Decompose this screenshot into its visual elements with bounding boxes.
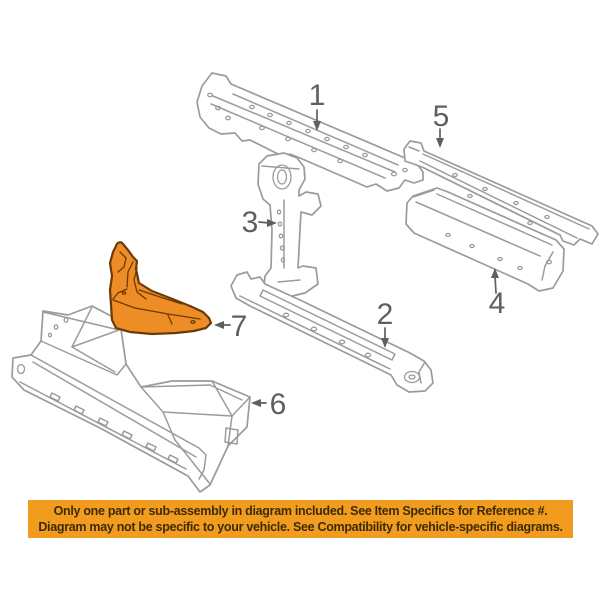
disclaimer-banner <box>28 500 573 538</box>
callout-2-label: 2 <box>376 298 394 331</box>
callout-4 <box>489 268 506 320</box>
callout-1-label: 1 <box>308 79 326 112</box>
part-6-outline <box>12 306 250 492</box>
disclaimer-line2: Diagram may not be specific to your vehicle. See Compatibility for vehicle-specific diagrams. <box>38 520 563 534</box>
callout-4-arrow <box>495 276 496 293</box>
part-7-outline <box>110 242 211 334</box>
callout-7-label: 7 <box>230 310 248 343</box>
callout-5 <box>433 100 450 148</box>
part-6-air-deflector <box>12 306 250 492</box>
callout-6 <box>251 388 286 421</box>
callout-7 <box>214 310 247 343</box>
part-2-outline <box>231 272 433 392</box>
callout-4-label: 4 <box>488 287 506 320</box>
part-2-lower-tie-bar <box>231 272 433 392</box>
disclaimer-line1: Only one part or sub-assembly in diagram included. See Item Specifics for Reference #. <box>53 504 548 518</box>
part-7-highlighted-part <box>110 242 211 334</box>
callout-6-label: 6 <box>269 388 287 421</box>
callout-5-label: 5 <box>432 100 450 133</box>
callout-3-label: 3 <box>241 206 259 239</box>
